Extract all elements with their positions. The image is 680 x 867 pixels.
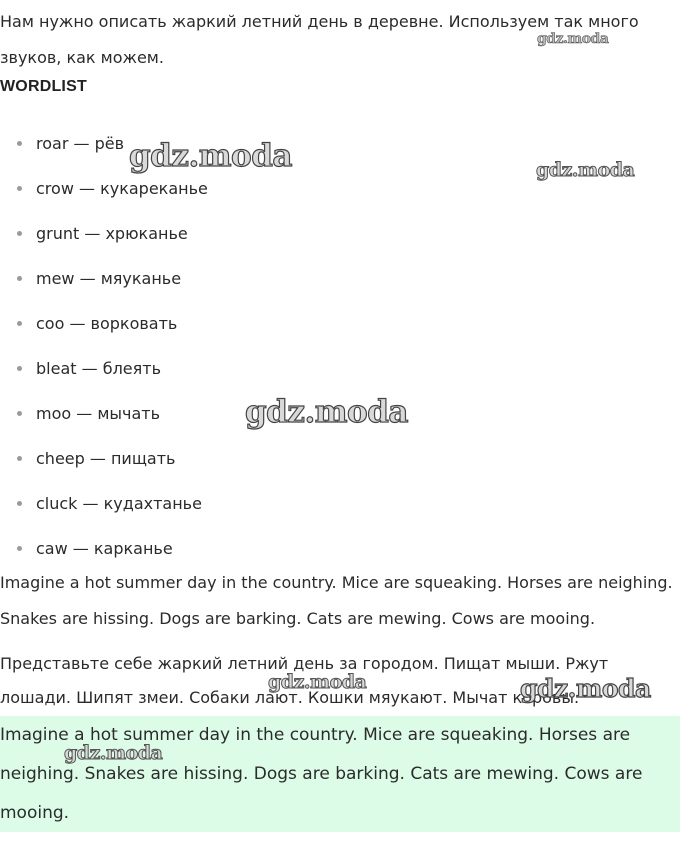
bullet-icon — [17, 546, 22, 551]
bullet-icon — [17, 276, 22, 281]
wordlist-item — [0, 301, 208, 346]
wordlist-item — [0, 211, 208, 256]
bullet-icon — [17, 366, 22, 371]
wordlist-item-text: roar — рёв — [36, 134, 124, 153]
wordlist-item-text: coo — ворковать — [36, 314, 178, 333]
watermark: gdz.moda — [268, 671, 367, 693]
watermark: gdz.moda — [536, 159, 635, 181]
wordlist-item — [0, 256, 208, 301]
wordlist-item-text: cheep — пищать — [36, 449, 176, 468]
watermark: gdz.moda — [537, 31, 609, 47]
bullet-icon — [17, 321, 22, 326]
wordlist-item — [0, 346, 208, 391]
wordlist-item-text: caw — карканье — [36, 539, 173, 558]
wordlist-item-text: bleat — блеять — [36, 359, 162, 378]
watermark: gdz.moda — [129, 138, 292, 174]
bullet-icon — [17, 456, 22, 461]
bullet-icon — [17, 501, 22, 506]
wordlist-item-text: grunt — хрюканье — [36, 224, 188, 243]
wordlist-item-text: mew — мяуканье — [36, 269, 182, 288]
wordlist-item — [0, 436, 208, 481]
wordlist — [0, 121, 208, 571]
bullet-icon — [17, 411, 22, 416]
answer-text: Imagine a hot summer day in the country. Mice are squeaking. Horses are neighing. Snakes are hissing. Dogs are barking. Cats are mewing. Cows are mooing. — [0, 725, 643, 823]
watermark: gdz.moda — [520, 674, 651, 703]
answer-box — [0, 716, 680, 832]
wordlist-item-text: crow — кукареканье — [36, 179, 208, 198]
intro-text: Нам нужно описать жаркий летний день в деревне. Используем так много звуков, как можем. — [0, 12, 639, 67]
wordlist-item — [0, 481, 208, 526]
wordlist-item — [0, 391, 208, 436]
wordlist-item-text: cluck — кудахтанье — [36, 494, 202, 513]
paragraph-english: Imagine a hot summer day in the country. Mice are squeaking. Horses are neighing. Snakes are hissing. Dogs are barking. Cats are mewing. Cows are mooing. — [0, 573, 673, 628]
wordlist-heading: WORDLIST — [0, 78, 87, 95]
wordlist-item-text: moo — мычать — [36, 404, 161, 423]
paragraph-russian: Представьте себе жаркий летний день за городом. Пищат мыши. Ржут лошади. Шипят змеи. Собаки лают. Кошки мяукают. Мычат коровы. — [0, 654, 609, 707]
bullet-icon — [17, 141, 22, 146]
bullet-icon — [17, 231, 22, 236]
watermark: gdz.moda — [245, 394, 408, 430]
watermark: gdz.moda — [64, 742, 163, 764]
bullet-icon — [17, 186, 22, 191]
